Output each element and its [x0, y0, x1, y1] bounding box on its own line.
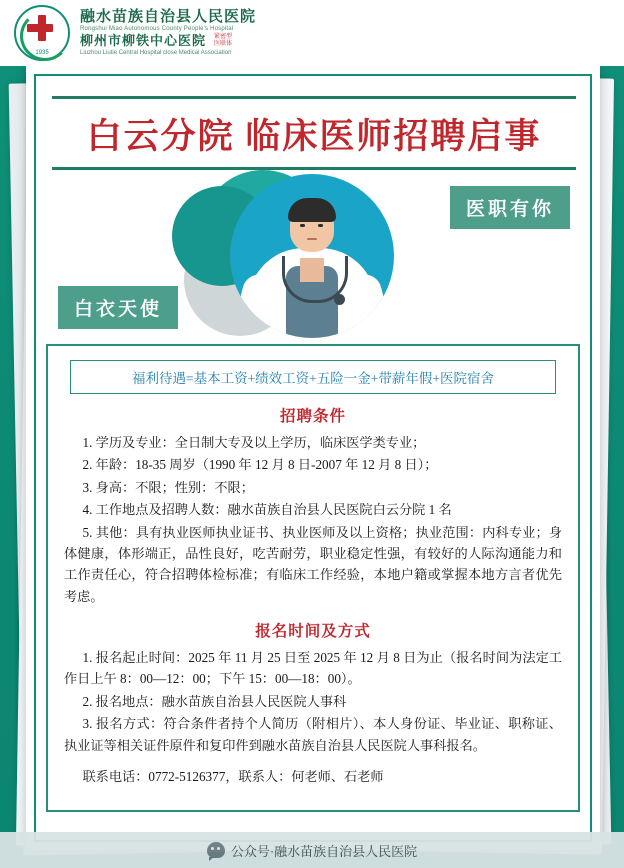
stethoscope-chestpiece-icon: [334, 294, 345, 305]
tag-right: 医职有你: [450, 186, 570, 229]
content-panel: [46, 344, 580, 812]
requirement-item: 2. 年龄：18-35 周岁（1990 年 12 月 8 日-2007 年 12 月 8 日）；: [82, 457, 438, 473]
hospital-header: [0, 0, 624, 66]
contact-line: 联系电话：0772-5126377，联系人：何老师、石老师: [82, 768, 384, 784]
doctor-mouth: [307, 238, 317, 240]
requirement-item: 1. 学历及专业：全日制大专及以上学历，临床医学类专业；: [82, 435, 426, 450]
hero-illustration: [52, 168, 576, 340]
hospital-logo: [14, 5, 70, 61]
doctor-eye-right: [318, 224, 323, 227]
hospital-name-en-primary: Rongshui Miao Autonomous County People's Hospital: [80, 25, 234, 32]
footer-text: 公众号·融水苗族自治县人民医院: [230, 843, 418, 859]
title-divider-top: [52, 96, 576, 99]
hospital-name-cn-primary: 融水苗族自治县人民医院: [80, 8, 257, 25]
wechat-icon: [207, 842, 225, 858]
poster-title-block: [52, 96, 576, 170]
doctor-photo: [230, 174, 394, 338]
alliance-badge-line2: 医联体: [214, 41, 233, 48]
page-title: 白云分院 临床医师招聘启事: [86, 117, 542, 156]
logo-year: 1935: [35, 50, 49, 56]
welfare-banner: 福利待遇=基本工资+绩效工资+五险一金+带薪年假+医院宿舍: [70, 360, 556, 394]
section-title-requirements: 招聘条件: [279, 408, 346, 425]
requirement-item: 3. 身高：不限；性别：不限；: [82, 479, 254, 495]
red-cross-icon-bar: [27, 24, 53, 32]
footer-content: [207, 841, 417, 860]
hospital-name-en-secondary: Liuzhou Liutie Central Hospital close Medical Association: [80, 49, 232, 56]
doctor-eye-left: [300, 224, 305, 227]
doctor-hair: [288, 198, 336, 222]
application-item: 1. 报名起止时间：2025 年 11 月 25 日至 2025 年 12 月 8 日为止（报名时间为法定工作日上午 8：00—12：00；下午 15：00—18：00）。: [64, 650, 562, 687]
application-item: 3. 报名方式：符合条件者持个人简历（附相片）、本人身份证、毕业证、职称证、执业证等相关证件原件和复印件到融水苗族自治县人民医院人事科报名。: [64, 716, 562, 753]
hospital-secondary-row: [80, 33, 256, 50]
alliance-badge: [214, 34, 232, 49]
requirement-item: 4. 工作地点及招聘人数：融水苗族自治县人民医院白云分院 1 名: [82, 502, 452, 518]
application-item: 2. 报名地点：融水苗族自治县人民医院人事科: [82, 693, 347, 709]
footer-bar: [0, 832, 624, 868]
hospital-name-cn-secondary: 柳州市柳铁中心医院: [80, 32, 207, 48]
tag-left: 白衣天使: [58, 286, 178, 329]
requirement-item: 5. 其他：具有执业医师执业证书、执业医师及以上资格；执业范围：内科专业；身体健康，体形端正，品性良好，吃苦耐劳，职业稳定性强，有较好的人际沟通能力和工作责任心，符合招聘体检标准；有临床工作经验，本地户籍或掌握本地方言者优先考虑。: [64, 524, 562, 604]
alliance-badge-line1: 紧密型: [214, 33, 233, 40]
hospital-name-block: [80, 10, 256, 56]
section-title-application: 报名时间及方式: [255, 623, 371, 640]
